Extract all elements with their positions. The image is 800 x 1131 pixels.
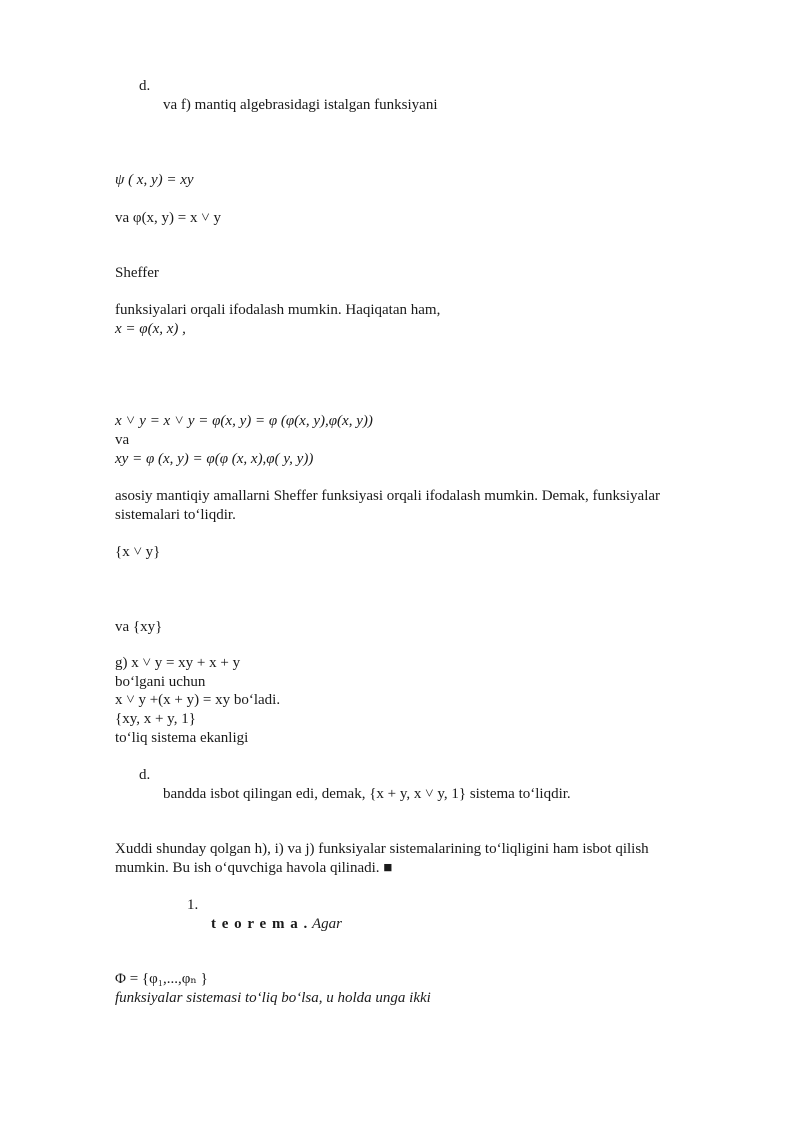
formula-line: xy = φ (x, y) = φ(φ (x, x),φ( y, y)) bbox=[115, 451, 314, 467]
formula-phi: va φ(x, y) = x ˅ y bbox=[115, 210, 221, 226]
theorem-start: Agar bbox=[311, 916, 342, 932]
paragraph-line: mumkin. Bu ish o‘quvchiga havola qilinadi. ■ bbox=[115, 860, 393, 876]
theorem-number: 1. bbox=[187, 897, 199, 913]
text-line: funksiyalari orqali ifodalash mumkin. Haqiqatan ham, bbox=[115, 302, 441, 318]
list-marker-d: d. bbox=[139, 767, 151, 783]
paragraph-line: sistemalari to‘liqdir. bbox=[115, 507, 236, 523]
formula-line: g) x ˅ y = xy + x + y bbox=[115, 655, 241, 671]
text-line: to‘liq sistema ekanligi bbox=[115, 730, 249, 746]
text-line: va bbox=[115, 432, 130, 448]
paragraph-line: Xuddi shunday qolgan h), i) va j) funksiyalar sistemalarining to‘liqligini ham isbot qilish bbox=[115, 841, 649, 857]
theorem-text: funksiyalar sistemasi to‘liq bo‘lsa, u holda unga ikki bbox=[115, 990, 431, 1006]
paragraph-line: asosiy mantiqiy amallarni Sheffer funksiyasi orqali ifodalash mumkin. Demak, funksiyalar bbox=[115, 488, 661, 504]
formula-line: {x ˅ y} bbox=[115, 544, 161, 560]
text-line: va f) mantiq algebrasidagi istalgan funksiyani bbox=[163, 97, 438, 113]
formula-line: x = φ(x, x) , bbox=[115, 321, 186, 337]
list-marker-d: d. bbox=[139, 78, 151, 94]
text-line: Sheffer bbox=[115, 265, 159, 281]
theorem-heading bbox=[211, 915, 342, 933]
text-line: bo‘lgani uchun bbox=[115, 674, 206, 690]
formula-line: x ˅ y = x ˅ y = φ(x, y) = φ (φ(x, y),φ(x, y)) bbox=[115, 413, 373, 429]
text-line: bandda isbot qilingan edi, demak, {x + y, x ˅ y, 1} sistema to‘liqdir. bbox=[163, 786, 571, 802]
formula-line: Φ = {φ₁,...,φₙ } bbox=[115, 971, 208, 987]
theorem-label: t e o r e m a . bbox=[211, 916, 309, 932]
formula-line: x ˅ y +(x + y) = xy bo‘ladi. bbox=[115, 692, 281, 708]
formula-line: {xy, x + y, 1} bbox=[115, 711, 196, 727]
formula-line: va {xy} bbox=[115, 619, 163, 635]
formula-psi: ψ ( x, y) = xy bbox=[115, 172, 194, 188]
